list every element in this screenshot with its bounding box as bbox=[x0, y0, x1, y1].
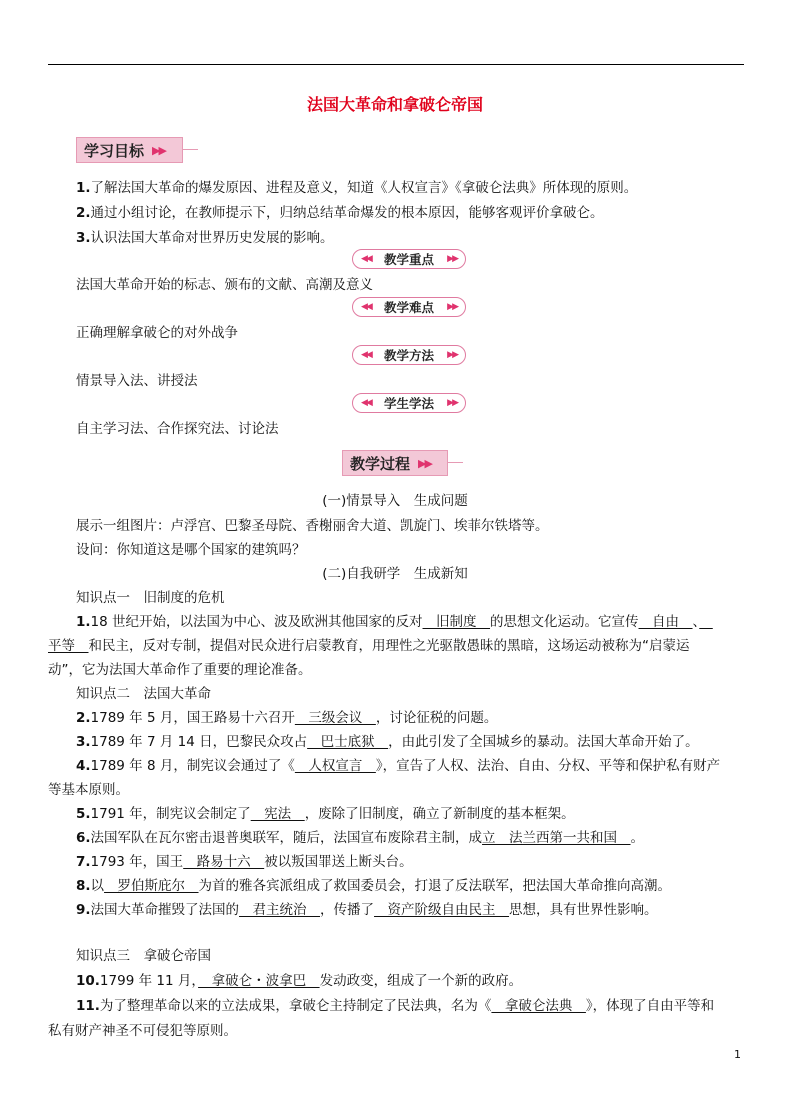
knowledge-point-title: 知识点一 旧制度的危机 bbox=[76, 590, 225, 606]
learning-goals-badge bbox=[76, 137, 183, 163]
double-arrow-icon: ▶▶ bbox=[418, 456, 431, 470]
knowledge-item: 5.1791 年，制宪议会制定了 宪法 ，废除了旧制度，确立了新制度的基本框架。 bbox=[76, 806, 575, 822]
left-arrows-icon: ◀◀ bbox=[361, 398, 371, 408]
badge-label: 教学过程 bbox=[350, 454, 411, 473]
teaching-process-badge bbox=[342, 450, 448, 476]
goal-item: 2.通过小组讨论，在教师提示下，归纳总结革命爆发的根本原因，能够客观评价拿破仑。 bbox=[76, 205, 604, 221]
knowledge-item: 10.1799 年 11 月， 拿破仑・波拿巴 发动政变，组成了一个新的政府。 bbox=[76, 973, 523, 989]
badge-tail-line bbox=[182, 149, 198, 150]
teaching-difficulty-text: 正确理解拿破仑的对外战争 bbox=[76, 325, 238, 341]
right-arrows-icon: ▶▶ bbox=[447, 254, 457, 264]
teaching-key-text: 法国大革命开始的标志、颁布的文献、高潮及意义 bbox=[76, 277, 373, 293]
teaching-difficulty-pill: ◀◀ 教学难点 ▶▶ bbox=[352, 297, 466, 317]
left-arrows-icon: ◀◀ bbox=[361, 350, 371, 360]
knowledge-item: 6.法国军队在瓦尔密击退普奥联军，随后，法国宣布废除君主制，成立 法兰西第一共和国 。 bbox=[76, 830, 645, 846]
double-arrow-icon: ▶▶ bbox=[152, 143, 165, 157]
page-number: 1 bbox=[734, 1048, 741, 1061]
teaching-method-pill: ◀◀ 教学方法 ▶▶ bbox=[352, 345, 466, 365]
knowledge-item: 2.1789 年 5 月，国王路易十六召开 三级会议 ，讨论征税的问题。 bbox=[76, 710, 498, 726]
knowledge-item: 1.18 世纪开始，以法国为中心、波及欧洲其他国家的反对 旧制度 的思想文化运动。它宣传 自由 、 bbox=[76, 614, 700, 630]
right-arrows-icon: ▶▶ bbox=[447, 398, 457, 408]
goal-item: 3.认识法国大革命对世界历史发展的影响。 bbox=[76, 230, 334, 246]
knowledge-point-title: 知识点三 拿破仑帝国 bbox=[76, 948, 211, 964]
knowledge-item: 7.1793 年，国王 路易十六 被以叛国罪送上断头台。 bbox=[76, 854, 413, 870]
header-rule bbox=[48, 64, 744, 65]
section-heading: (一)情景导入 生成问题 bbox=[322, 493, 468, 509]
knowledge-item-cont: 私有财产神圣不可侵犯等原则。 bbox=[48, 1023, 237, 1039]
study-method-pill: ◀◀ 学生学法 ▶▶ bbox=[352, 393, 466, 413]
right-arrows-icon: ▶▶ bbox=[447, 302, 457, 312]
badge-tail-line bbox=[447, 462, 463, 463]
knowledge-point-title: 知识点二 法国大革命 bbox=[76, 686, 211, 702]
left-arrows-icon: ◀◀ bbox=[361, 302, 371, 312]
section-heading: (二)自我研学 生成新知 bbox=[322, 566, 468, 582]
right-arrows-icon: ▶▶ bbox=[447, 350, 457, 360]
badge-label: 学习目标 bbox=[84, 141, 145, 160]
knowledge-item: 8.以 罗伯斯庇尔 为首的雅各宾派组成了救国委员会，打退了反法联军，把法国大革命推向高潮。 bbox=[76, 878, 672, 894]
knowledge-item-cont: 等基本原则。 bbox=[48, 782, 129, 798]
study-method-text: 自主学习法、合作探究法、讨论法 bbox=[76, 421, 279, 437]
teaching-key-pill: ◀◀ 教学重点 ▶▶ bbox=[352, 249, 466, 269]
paragraph: 设问：你知道这是哪个国家的建筑吗？ bbox=[76, 542, 306, 558]
knowledge-item-cont: 动”，它为法国大革命作了重要的理论准备。 bbox=[48, 662, 312, 678]
left-arrows-icon: ◀◀ bbox=[361, 254, 371, 264]
teaching-method-text: 情景导入法、讲授法 bbox=[76, 373, 198, 389]
page-title: 法国大革命和拿破仑帝国 bbox=[306, 95, 483, 114]
paragraph: 展示一组图片：卢浮宫、巴黎圣母院、香榭丽舍大道、凯旋门、埃菲尔铁塔等。 bbox=[76, 518, 549, 534]
knowledge-item: 4.1789 年 8 月，制宪议会通过了《 人权宣言 》，宣告了人权、法治、自由、分权、平等和保护私有财产 bbox=[76, 758, 721, 774]
knowledge-item: 9.法国大革命摧毁了法国的 君主统治 ，传播了 资产阶级自由民主 思想，具有世界性影响。 bbox=[76, 902, 658, 918]
knowledge-item-cont: 平等 和民主，反对专制，提倡对民众进行启蒙教育，用理性之光驱散愚昧的黑暗，这场运动被称为“启蒙运 bbox=[48, 638, 690, 654]
knowledge-item: 11.为了整理革命以来的立法成果，拿破仑主持制定了民法典，名为《 拿破仑法典 》，体现了自由平等和 bbox=[76, 998, 715, 1014]
goal-item: 1.了解法国大革命的爆发原因、进程及意义，知道《人权宣言》《拿破仑法典》所体现的原则。 bbox=[76, 180, 638, 196]
knowledge-item: 3.1789 年 7 月 14 日，巴黎民众攻占 巴士底狱 ，由此引发了全国城乡的暴动。法国大革命开始了。 bbox=[76, 734, 699, 750]
